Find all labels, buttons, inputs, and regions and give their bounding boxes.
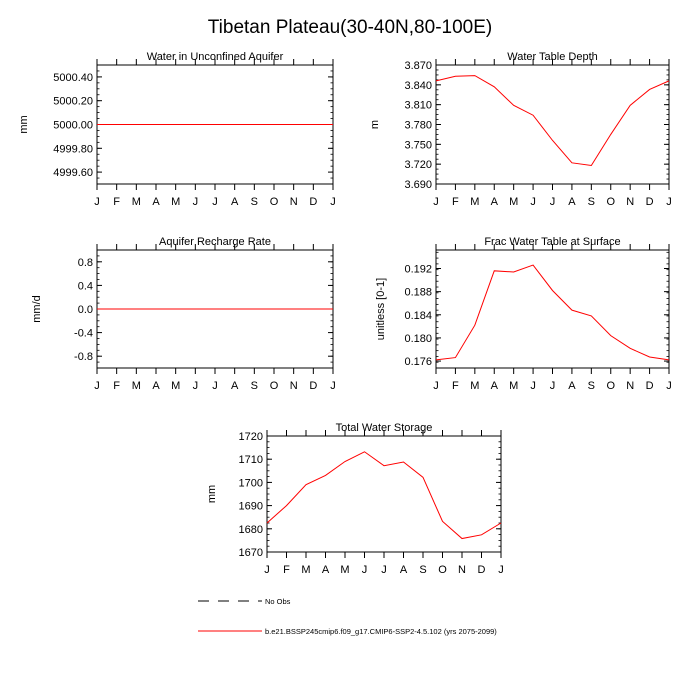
x-tick-label: J — [666, 380, 672, 392]
y-tick-label: 3.750 — [404, 139, 432, 152]
x-tick-label: J — [549, 380, 556, 392]
y-tick-label: 5000.20 — [53, 95, 93, 108]
chart-panel — [206, 422, 504, 576]
chart-title: Water in Unconfined Aquifer — [146, 51, 284, 63]
x-tick-label: F — [452, 380, 459, 392]
y-tick-label: 0.184 — [404, 309, 432, 322]
x-tick-label: M — [131, 196, 141, 208]
y-tick-label: 1670 — [238, 547, 263, 559]
legend — [198, 597, 497, 636]
x-tick-label: O — [606, 380, 616, 392]
x-tick-label: J — [666, 196, 672, 208]
x-tick-label: D — [645, 380, 654, 392]
chart-title: Aquifer Recharge Rate — [159, 236, 271, 248]
x-tick-label: J — [264, 564, 270, 576]
x-tick-label: A — [230, 380, 239, 392]
charts — [18, 51, 672, 576]
x-tick-label: J — [549, 196, 556, 208]
x-tick-label: J — [361, 564, 368, 576]
x-tick-label: A — [152, 196, 160, 208]
y-tick-label: 5000.00 — [53, 119, 93, 132]
y-tick-label: -0.8 — [74, 351, 93, 364]
y-tick-label: 1720 — [238, 431, 263, 443]
chart-panel — [18, 51, 336, 208]
x-tick-label: D — [309, 380, 318, 392]
x-tick-label: J — [498, 564, 504, 576]
y-tick-label: 0.192 — [404, 263, 432, 276]
y-tick-label: 1680 — [238, 523, 263, 536]
x-tick-label: J — [381, 564, 387, 576]
x-tick-label: J — [192, 380, 199, 392]
x-tick-label: O — [269, 196, 279, 208]
y-tick-label: 3.870 — [404, 60, 432, 72]
y-tick-label: 1690 — [238, 500, 263, 513]
x-tick-label: M — [509, 196, 519, 208]
x-tick-label: A — [152, 380, 160, 392]
chart-title: Water Table Depth — [507, 51, 598, 63]
x-tick-label: J — [212, 380, 218, 392]
chart-panel — [369, 51, 672, 208]
chart-panel — [31, 236, 336, 392]
y-axis-label: m — [369, 119, 381, 130]
plot-frame — [436, 65, 669, 184]
x-tick-label: A — [490, 380, 498, 392]
x-tick-label: D — [309, 196, 318, 208]
x-tick-label: N — [289, 196, 298, 208]
x-tick-label: N — [289, 380, 298, 392]
series-line — [436, 265, 669, 360]
x-tick-label: D — [645, 196, 654, 208]
chart-title: Total Water Storage — [335, 422, 433, 434]
legend-obs-label: No Obs — [265, 597, 291, 606]
x-tick-label: S — [250, 380, 259, 392]
series-line — [267, 452, 501, 539]
x-tick-label: S — [419, 564, 427, 576]
x-tick-label: J — [530, 380, 536, 392]
chart-panel — [375, 236, 672, 392]
x-tick-label: A — [399, 564, 408, 576]
y-axis-label: unitless [0-1] — [375, 277, 387, 341]
x-tick-label: J — [212, 196, 218, 208]
x-tick-label: F — [283, 564, 290, 576]
y-tick-label: 0.188 — [404, 286, 432, 299]
y-tick-label: 1700 — [238, 477, 263, 490]
y-axis-label: mm — [206, 484, 218, 504]
x-tick-label: M — [470, 380, 480, 392]
y-axis-label: mm/d — [31, 295, 43, 323]
y-tick-label: 5000.40 — [53, 71, 93, 84]
y-tick-label: 0.176 — [404, 356, 432, 369]
x-tick-label: J — [530, 196, 536, 208]
x-tick-label: J — [330, 196, 336, 208]
y-tick-label: 4999.60 — [53, 167, 93, 180]
x-tick-label: O — [438, 564, 447, 576]
x-tick-label: F — [113, 196, 121, 208]
y-tick-label: 3.690 — [404, 179, 432, 191]
x-tick-label: F — [113, 380, 121, 392]
x-tick-label: J — [192, 196, 199, 208]
x-tick-label: N — [626, 380, 635, 392]
y-tick-label: 0.8 — [77, 256, 93, 269]
y-axis-label: mm — [18, 115, 30, 134]
y-tick-label: 3.810 — [404, 99, 432, 112]
x-tick-label: J — [94, 196, 100, 208]
y-tick-label: 3.840 — [404, 79, 432, 92]
x-tick-label: J — [433, 380, 439, 392]
x-tick-label: N — [458, 564, 466, 576]
figure-title: Tibetan Plateau(30-40N,80-100E) — [207, 17, 493, 38]
x-tick-label: J — [330, 380, 336, 392]
x-tick-label: O — [269, 380, 279, 392]
x-tick-label: M — [340, 564, 350, 576]
y-tick-label: 4999.80 — [53, 143, 93, 156]
y-tick-label: 0.180 — [404, 332, 432, 345]
legend-model-label: b.e21.BSSP245cmip6.f09_g17.CMIP6-SSP2-4.5.102 (yrs 2075-2099) — [265, 627, 497, 636]
y-tick-label: -0.4 — [74, 327, 93, 340]
x-tick-label: M — [131, 380, 141, 392]
x-tick-label: O — [606, 196, 616, 208]
y-tick-label: 0.4 — [77, 280, 93, 293]
x-tick-label: A — [321, 564, 330, 576]
x-tick-label: M — [470, 196, 480, 208]
x-tick-label: A — [490, 196, 498, 208]
plot-frame — [267, 436, 501, 552]
x-tick-label: S — [587, 196, 596, 208]
y-tick-label: 3.780 — [404, 119, 432, 132]
x-tick-label: F — [452, 196, 459, 208]
y-tick-label: 1710 — [238, 454, 263, 467]
x-tick-label: M — [171, 380, 181, 392]
x-tick-label: J — [433, 196, 439, 208]
x-tick-label: A — [568, 380, 576, 392]
x-tick-label: S — [250, 196, 259, 208]
x-tick-label: M — [301, 564, 311, 576]
x-tick-label: S — [587, 380, 596, 392]
x-tick-label: J — [94, 380, 100, 392]
y-tick-label: 0.0 — [77, 304, 93, 316]
x-tick-label: A — [230, 196, 239, 208]
x-tick-label: M — [509, 380, 519, 392]
series-line — [436, 76, 669, 166]
x-tick-label: D — [477, 564, 486, 576]
y-tick-label: 3.720 — [404, 159, 432, 172]
x-tick-label: M — [171, 196, 181, 208]
chart-title: Frac Water Table at Surface — [484, 236, 621, 248]
x-tick-label: A — [568, 196, 576, 208]
x-tick-label: N — [626, 196, 635, 208]
